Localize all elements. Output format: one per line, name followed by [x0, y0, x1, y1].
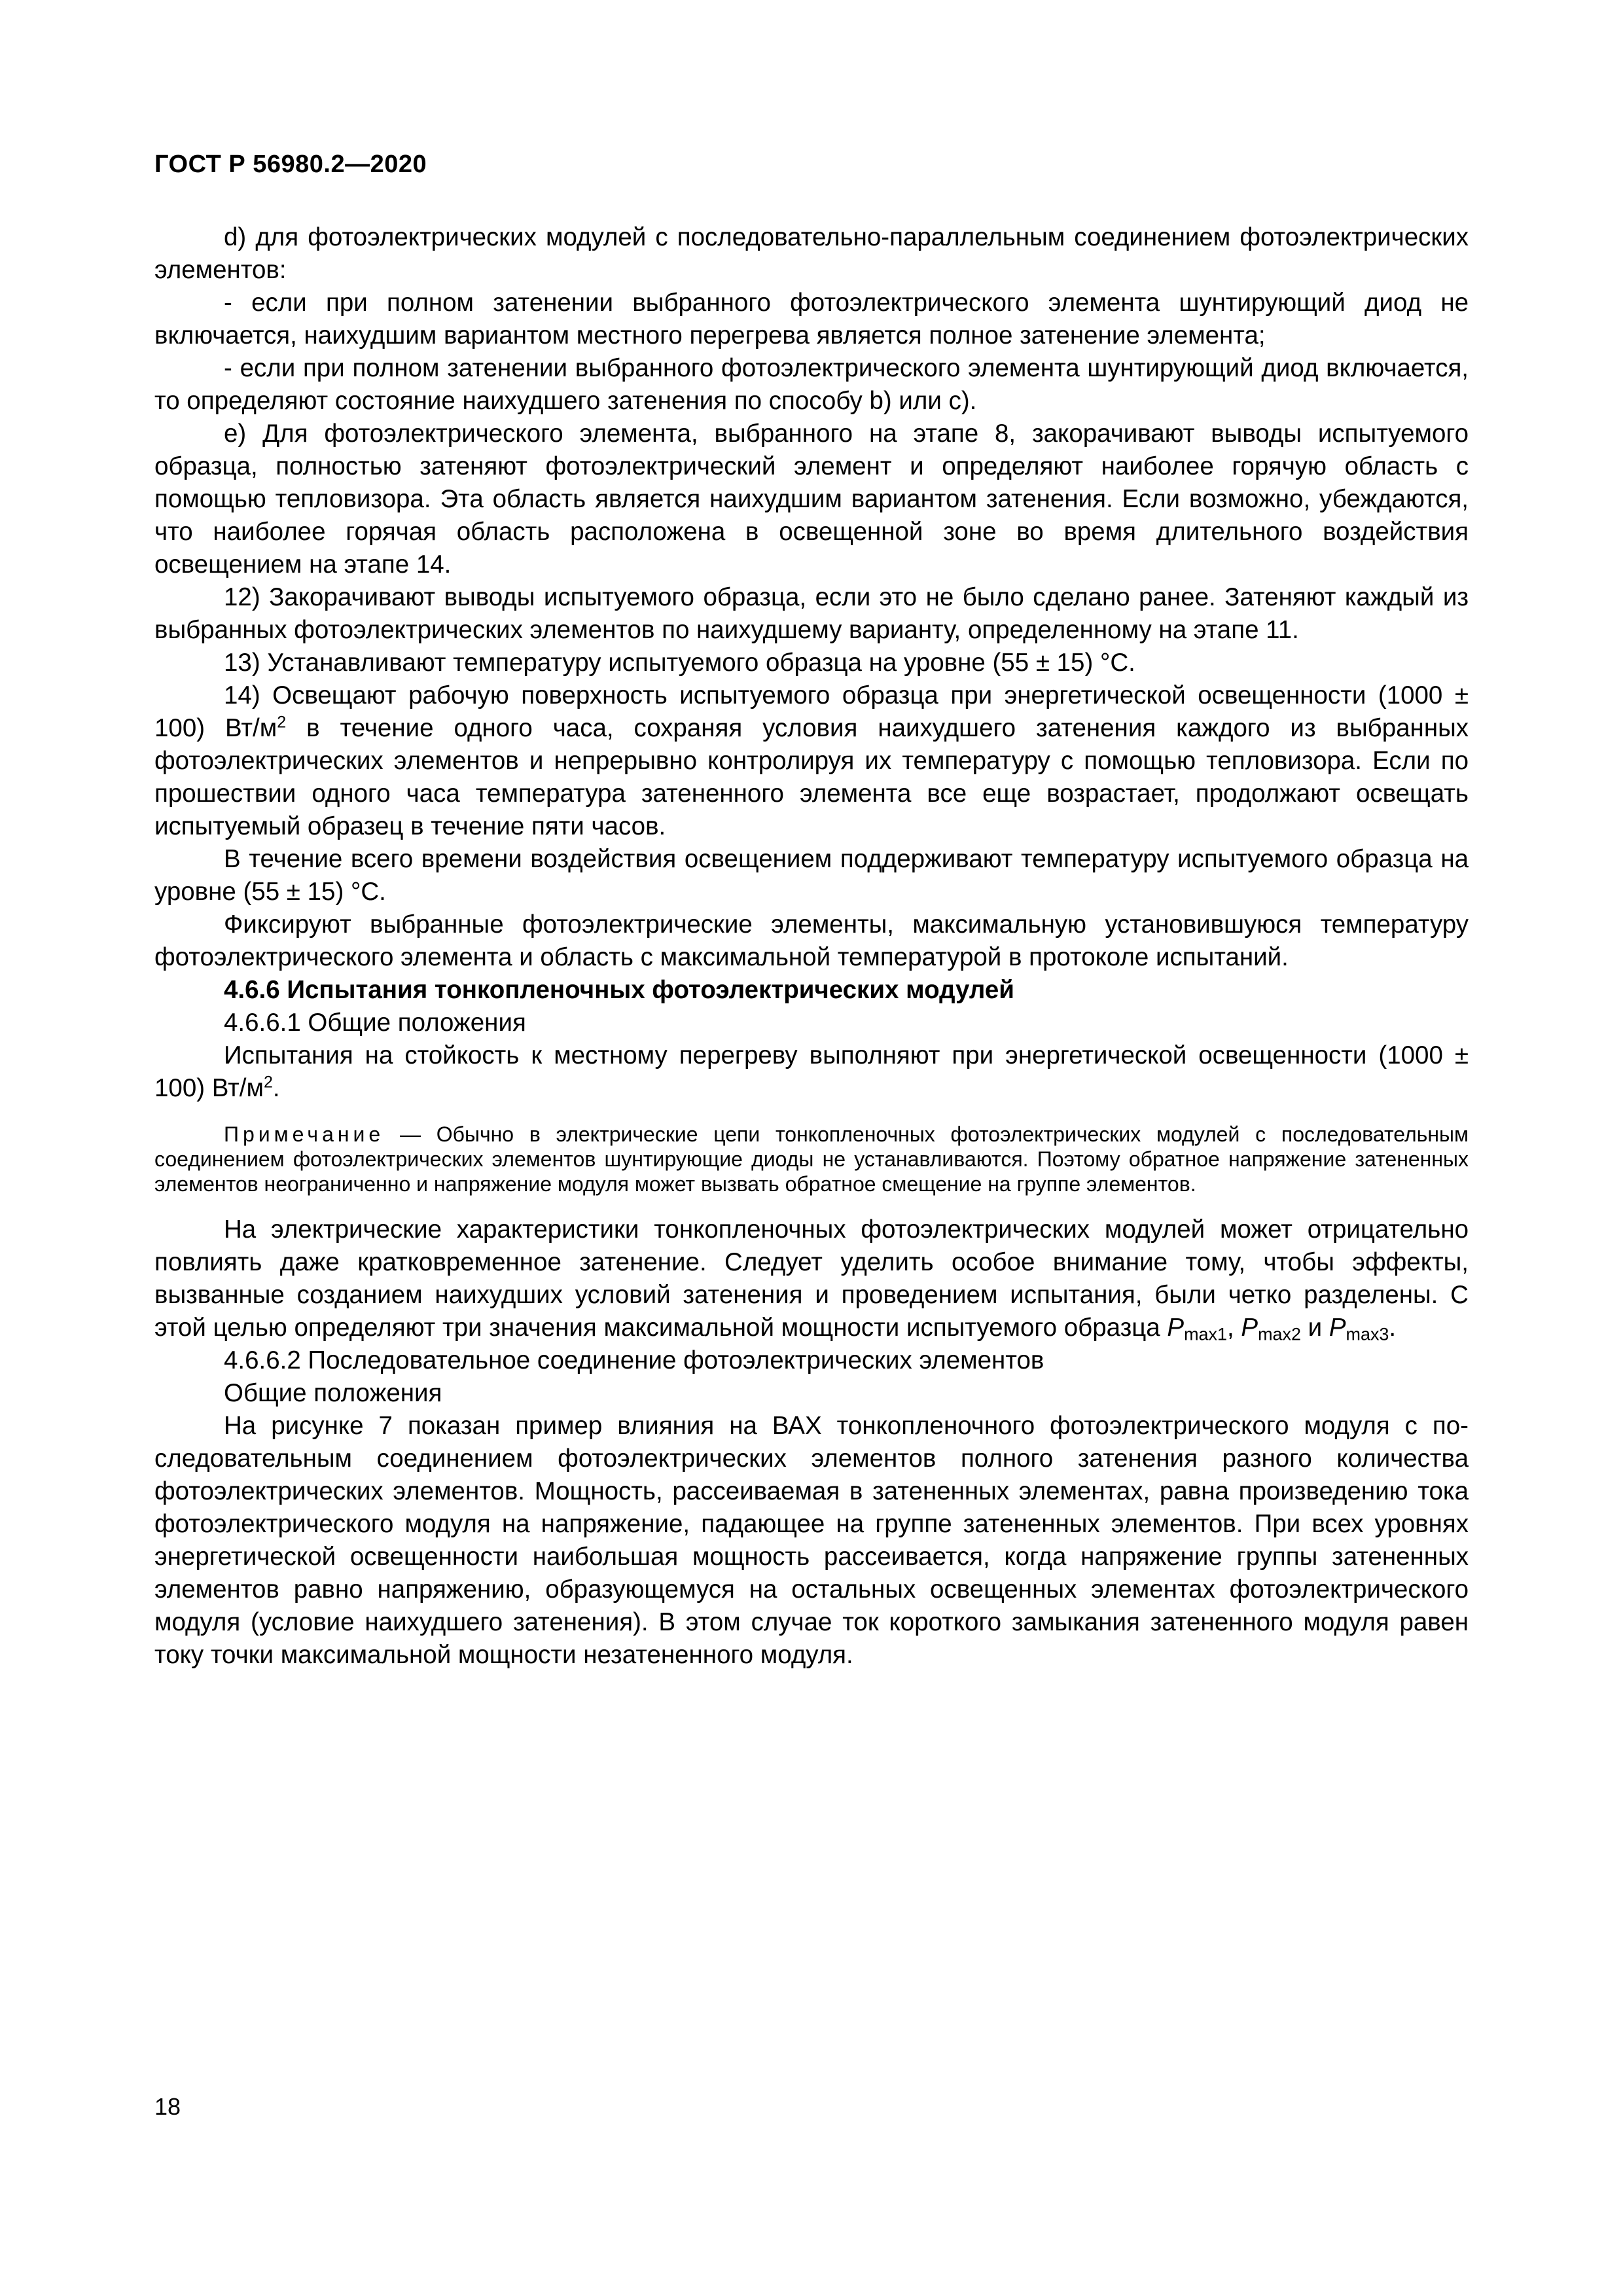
pmax1-subscript: max1: [1184, 1324, 1227, 1344]
stability-text-end: .: [272, 1074, 280, 1102]
step-14-superscript: 2: [277, 713, 287, 732]
paragraph-figure-7: На рисунке 7 показан пример влияния на ВАХ тонкопленочного фотоэлектрического модуля с последовательным соединением фотоэлектрических элементов полного затенения разного количества фотоэлектрических элементов. Мощность, рассеиваемая в затененных элементах, равна произведению тока фотоэлектрического модуля на напряжение, падающее на группе затененных элементов. При всех уровнях энергетической освещенности наибольшая мощность рассеивается, когда напряжение группы затененных элементов равно напряжению, образующемуся на остальных освещенных элементах фотоэлектрического модуля (условие наихудшего затенения). В этом случае ток короткого замыкания затененного модуля равен току точки максимальной мощности незатененного модуля.: [154, 1412, 1469, 1669]
paragraph-temperature-maintenance: В течение всего времени воздействия освещением поддерживают температуру испытуемого образца на уровне (55 ± 15) °С.: [154, 845, 1469, 906]
step-14-text-start: 14) Освещают рабочую поверхность испытуемого образца при энергетической освещенности (1000 ± 100) Вт/м: [154, 681, 1469, 742]
pmax-end: .: [1389, 1314, 1397, 1342]
paragraph-electric-characteristics: [154, 1213, 1469, 1344]
paragraph-step-14: [154, 679, 1469, 843]
page-number: 18: [154, 2093, 181, 2120]
pmax3-symbol: P: [1329, 1314, 1346, 1342]
pmax-and: и: [1300, 1314, 1329, 1342]
general-provisions-heading: Общие положения: [224, 1379, 442, 1407]
paragraph-d-dash-2: - если при полном затенении выбранного фотоэлектрического элемента шунтирующий диод включается, то определяют состояние наихудшего затенения по способу b) или c).: [154, 354, 1469, 415]
pmax2-symbol: P: [1241, 1314, 1258, 1342]
note-block: [154, 1122, 1469, 1196]
paragraph-record-results: Фиксируют выбранные фотоэлектрические элементы, максимальную установившуюся температуру фотоэлектрического элемента и область с максимальной температурой в протоколе испытаний.: [154, 910, 1469, 971]
paragraph-stability-test: [154, 1039, 1469, 1105]
step-14-text-end: в течение одного часа, сохраняя условия наихудшего затенения каждого из выбранных фотоэлектрических элементов и непрерывно контролируя их температуру с помощью тепловизора. Если по прошествии одного часа температура затененного элемента все еще возрастает, продолжают освещать испытуемый образец в течение пяти часов.: [154, 714, 1469, 840]
section-heading-4-6-6: 4.6.6 Испытания тонкопленочных фотоэлектрических модулей: [224, 976, 1014, 1004]
pmax-separator-1: ,: [1226, 1314, 1241, 1342]
pmax3-subscript: max3: [1346, 1324, 1389, 1344]
document-body: [154, 221, 1469, 1672]
document-code-header: ГОСТ Р 56980.2—2020: [154, 151, 427, 178]
note-label: Примечание: [224, 1122, 385, 1146]
paragraph-d-dash-1: - если при полном затенении выбранного фотоэлектрического элемента шунтирующий диод не включается, наихудшим вариантом местного перегрева является полное затенение элемента;: [154, 289, 1469, 350]
paragraph-step-13: 13) Устанавливают температуру испытуемого образца на уровне (55 ± 15) °С.: [224, 649, 1135, 677]
electric-text: На электрические характеристики тонкопленочных фотоэлектрических модулей может отрицательно повлиять даже кратковременное затенение. Следует уделить особое внимание тому, чтобы эффекты, вызванные созданием наихудших условий затенения и проведением испытания, были четко разделены. С этой целью определяют три значения максимальной мощности испытуемого образца: [154, 1215, 1469, 1342]
stability-superscript: 2: [263, 1073, 273, 1092]
note-text: — Обычно в электрические цепи тонкопленочных фотоэлектрических модулей с последовательным соединением фотоэлектрических элементов шунтирующие диоды не устанавливаются. Поэтому обратное напряжение затененных элементов неограниченно и напряжение модуля может вызвать обратное смещение на группе элементов.: [154, 1122, 1469, 1196]
pmax2-subscript: max2: [1258, 1324, 1301, 1344]
pmax1-symbol: P: [1167, 1314, 1185, 1342]
paragraph-step-12: 12) Закорачивают выводы испытуемого образца, если это не было сделано ранее. Затеняют каждый из выбранных фотоэлектрических элементов по наихудшему варианту, определенному на этапе 11.: [154, 583, 1469, 644]
subsection-heading-4-6-6-2: 4.6.6.2 Последовательное соединение фотоэлектрических элементов: [224, 1346, 1044, 1374]
paragraph-e: e) Для фотоэлектрического элемента, выбранного на этапе 8, закорачивают выводы испытуемого образца, полностью затеняют фотоэлектрический элемент и определяют наиболее горячую область с помощью тепловизора. Эта область является наихудшим вариантом затенения. Если возможно, убеждаются, что наиболее горячая область расположена в освещенной зоне во время длительного воздействия освещением на этапе 14.: [154, 420, 1469, 579]
stability-text-start: Испытания на стойкость к местному перегреву выполняют при энергетической освещенности (1000 ± 100) Вт/м: [154, 1041, 1469, 1102]
subsection-heading-4-6-6-1: 4.6.6.1 Общие положения: [224, 1009, 526, 1037]
paragraph-d: d) для фотоэлектрических модулей с последовательно-параллельным соединением фотоэлектрических элементов:: [154, 223, 1469, 284]
